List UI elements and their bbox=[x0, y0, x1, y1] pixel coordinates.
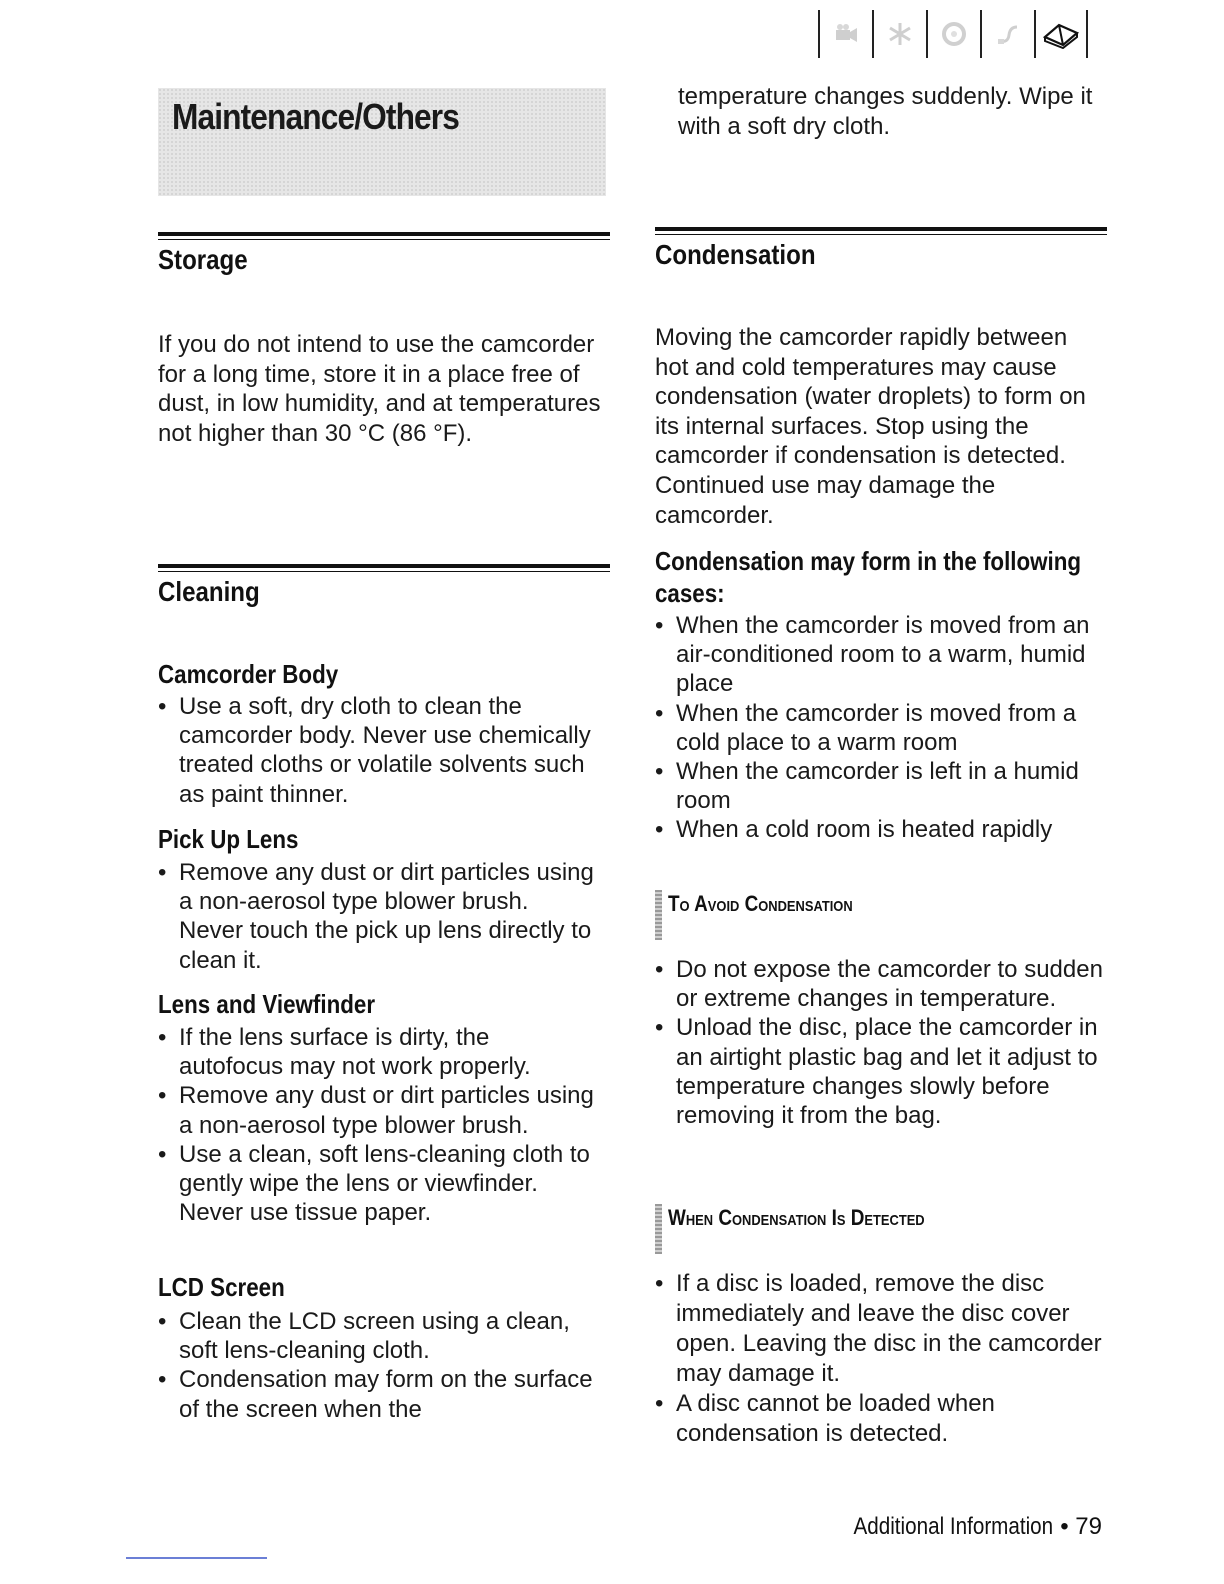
condensation-text: Moving the camcorder rapidly between hot and cold temperatures may cause condensation (water droplets) to form on its internal surfaces. Stop using the camcorder if condensation is detected. Continued use may damage the camcorder. bbox=[655, 324, 1086, 529]
cleaning-heading: Cleaning bbox=[158, 576, 260, 607]
condensation-heading: Condensation bbox=[655, 239, 816, 270]
list-item: • If a disc is loaded, remove the disc immediately and leave the disc cover open. Leaving the disc in the camcorder may damage it. bbox=[655, 1269, 1105, 1389]
lens-viewfinder-heading: Lens and Viewfinder bbox=[158, 989, 376, 1019]
footer-bullet: • bbox=[1060, 1513, 1076, 1540]
avoid-condensation-heading: To Avoid Condensation bbox=[668, 891, 853, 916]
section-rule bbox=[158, 232, 610, 240]
disc-icon[interactable] bbox=[926, 10, 980, 58]
continued-text: temperature changes suddenly. Wipe it with a soft dry cloth. bbox=[678, 83, 1093, 140]
connect-icon[interactable] bbox=[980, 10, 1034, 58]
avoid-list bbox=[655, 955, 1105, 1130]
subsection-marker bbox=[655, 1204, 662, 1254]
page-title: Maintenance/Others bbox=[172, 96, 459, 137]
chapter-icon-tabs bbox=[818, 10, 1088, 58]
pick-up-lens-list bbox=[158, 858, 598, 975]
list-item: • Remove any dust or dirt particles using a non-aerosol type blower brush. Never touch the pick up lens directly to clean it. bbox=[158, 858, 598, 975]
list-item: • When the camcorder is left in a humid room bbox=[655, 757, 1105, 815]
footer-label: Additional Information bbox=[853, 1513, 1054, 1540]
lens-viewfinder-list bbox=[158, 1023, 598, 1227]
list-item: • Condensation may form on the surface of the screen when the bbox=[158, 1365, 598, 1423]
page-footer bbox=[821, 1513, 1102, 1541]
list-item: • Remove any dust or dirt particles using a non-aerosol type blower brush. bbox=[158, 1081, 598, 1139]
lcd-screen-list bbox=[158, 1307, 598, 1424]
list-item: • If the lens surface is dirty, the autofocus may not work properly. bbox=[158, 1023, 598, 1081]
list-item: • Use a soft, dry cloth to clean the camcorder body. Never use chemically treated cloths or volatile solvents such as paint thinner. bbox=[158, 692, 598, 809]
lcd-screen-heading: LCD Screen bbox=[158, 1272, 285, 1302]
list-item: • Unload the disc, place the camcorder in an airtight plastic bag and let it adjust to temperature changes slowly before removing it from the bag. bbox=[655, 1013, 1105, 1130]
list-item: • When a cold room is heated rapidly bbox=[655, 815, 1105, 844]
list-item: • When the camcorder is moved from an air-conditioned room to a warm, humid place bbox=[655, 611, 1105, 699]
list-item: • Clean the LCD screen using a clean, soft lens-cleaning cloth. bbox=[158, 1307, 598, 1365]
list-item: • A disc cannot be loaded when condensation is detected. bbox=[655, 1389, 1105, 1449]
section-rule bbox=[158, 564, 610, 572]
cases-list bbox=[655, 611, 1105, 845]
pick-up-lens-heading: Pick Up Lens bbox=[158, 824, 299, 854]
storage-heading: Storage bbox=[158, 244, 248, 275]
list-item: • Do not expose the camcorder to sudden or extreme changes in temperature. bbox=[655, 955, 1105, 1013]
list-item: • Use a clean, soft lens-cleaning cloth to gently wipe the lens or viewfinder. Never use tissue paper. bbox=[158, 1140, 598, 1228]
storage-text: If you do not intend to use the camcorder for a long time, store it in a place free of dust, in low humidity, and at temperatures not higher than 30 °C (86 °F). bbox=[158, 331, 601, 447]
list-item: • When the camcorder is moved from a cold place to a warm room bbox=[655, 699, 1105, 757]
snowflake-icon[interactable] bbox=[872, 10, 926, 58]
camcorder-body-heading: Camcorder Body bbox=[158, 659, 339, 689]
subsection-marker bbox=[655, 890, 662, 940]
section-rule bbox=[655, 227, 1107, 235]
page-number: 79 bbox=[1075, 1513, 1102, 1540]
detected-list bbox=[655, 1269, 1105, 1449]
condensation-detected-heading: When Condensation Is Detected bbox=[668, 1205, 925, 1230]
camcorder-body-list bbox=[158, 692, 598, 809]
scan-mark bbox=[126, 1557, 267, 1559]
movie-camera-icon[interactable] bbox=[818, 10, 872, 58]
cases-heading: Condensation may form in the following cases: bbox=[655, 546, 1082, 608]
book-icon[interactable] bbox=[1034, 10, 1088, 58]
